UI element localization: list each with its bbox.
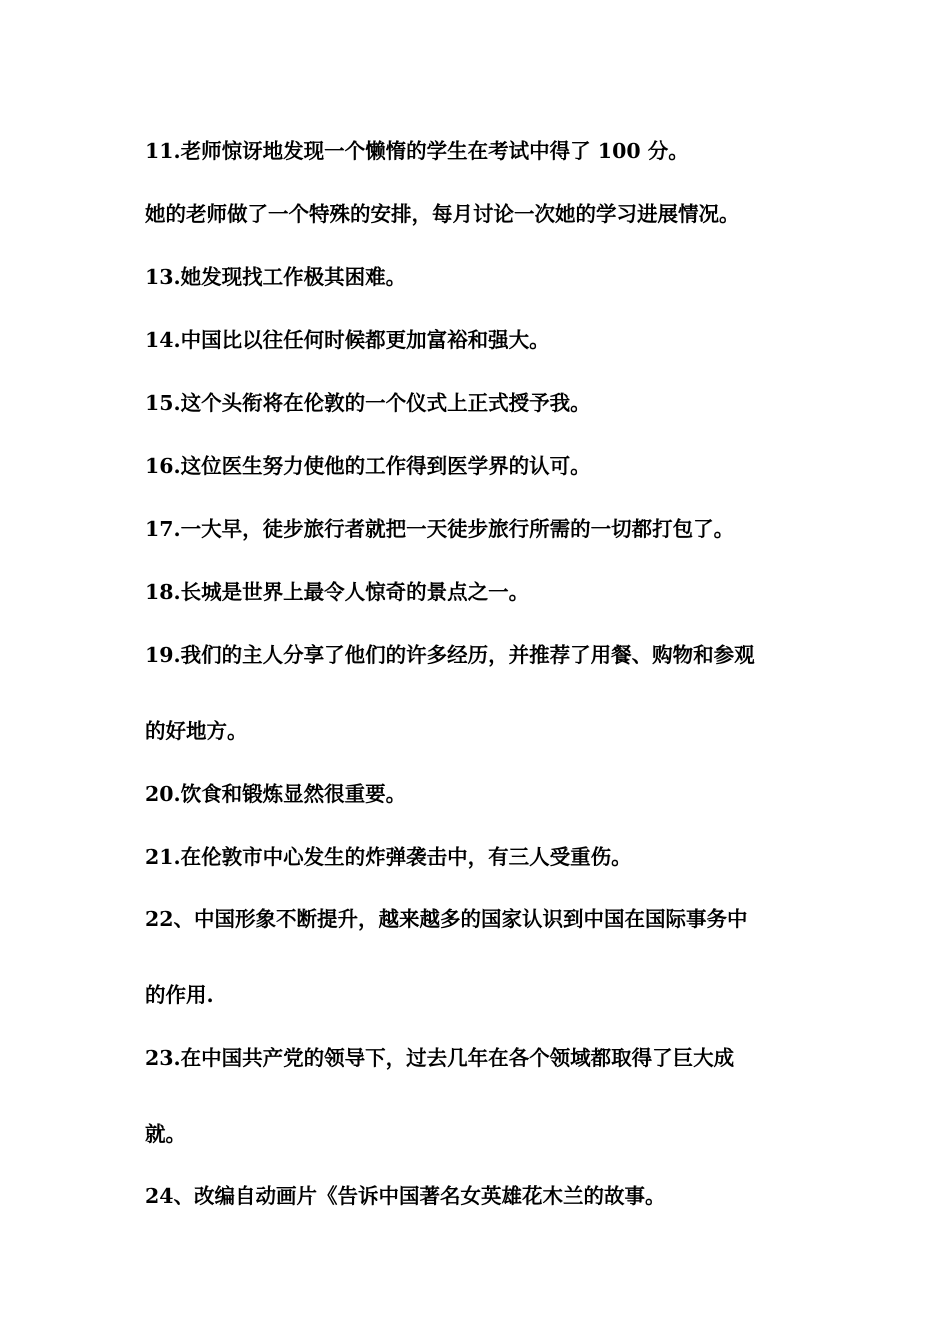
text-line-24: 24、改编自动画片《告诉中国著名女英雄花木兰的故事。: [145, 1184, 666, 1208]
text-line-22-continued: 的作用.: [145, 983, 214, 1007]
text-line-11: 11.老师惊讶地发现一个懒惰的学生在考试中得了 100 分。: [145, 139, 689, 163]
text-line-16: 16.这位医生努力使他的工作得到医学界的认可。: [145, 454, 591, 478]
text-line-23: 23.在中国共产党的领导下，过去几年在各个领域都取得了巨大成: [145, 1046, 735, 1070]
text-line-17: 17.一大早，徒步旅行者就把一天徒步旅行所需的一切都打包了。: [145, 517, 735, 541]
text-line-19: 19.我们的主人分享了他们的许多经历，并推荐了用餐、购物和参观: [145, 643, 755, 667]
text-line-13: 13.她发现找工作极其困难。: [145, 265, 407, 289]
text-line-21: 21.在伦敦市中心发生的炸弹袭击中，有三人受重伤。: [145, 845, 632, 869]
text-line-12: 她的老师做了一个特殊的安排，每月讨论一次她的学习进展情况。: [145, 202, 740, 226]
text-line-22: 22、中国形象不断提升，越来越多的国家认识到中国在国际事务中: [145, 907, 748, 931]
text-line-20: 20.饮食和锻炼显然很重要。: [145, 782, 407, 806]
text-line-14: 14.中国比以往任何时候都更加富裕和强大。: [145, 328, 550, 352]
text-line-23-continued: 就。: [145, 1122, 186, 1146]
text-line-19-continued: 的好地方。: [145, 719, 248, 743]
text-line-15: 15.这个头衔将在伦敦的一个仪式上正式授予我。: [145, 391, 591, 415]
text-line-18: 18.长城是世界上最令人惊奇的景点之一。: [145, 580, 530, 604]
